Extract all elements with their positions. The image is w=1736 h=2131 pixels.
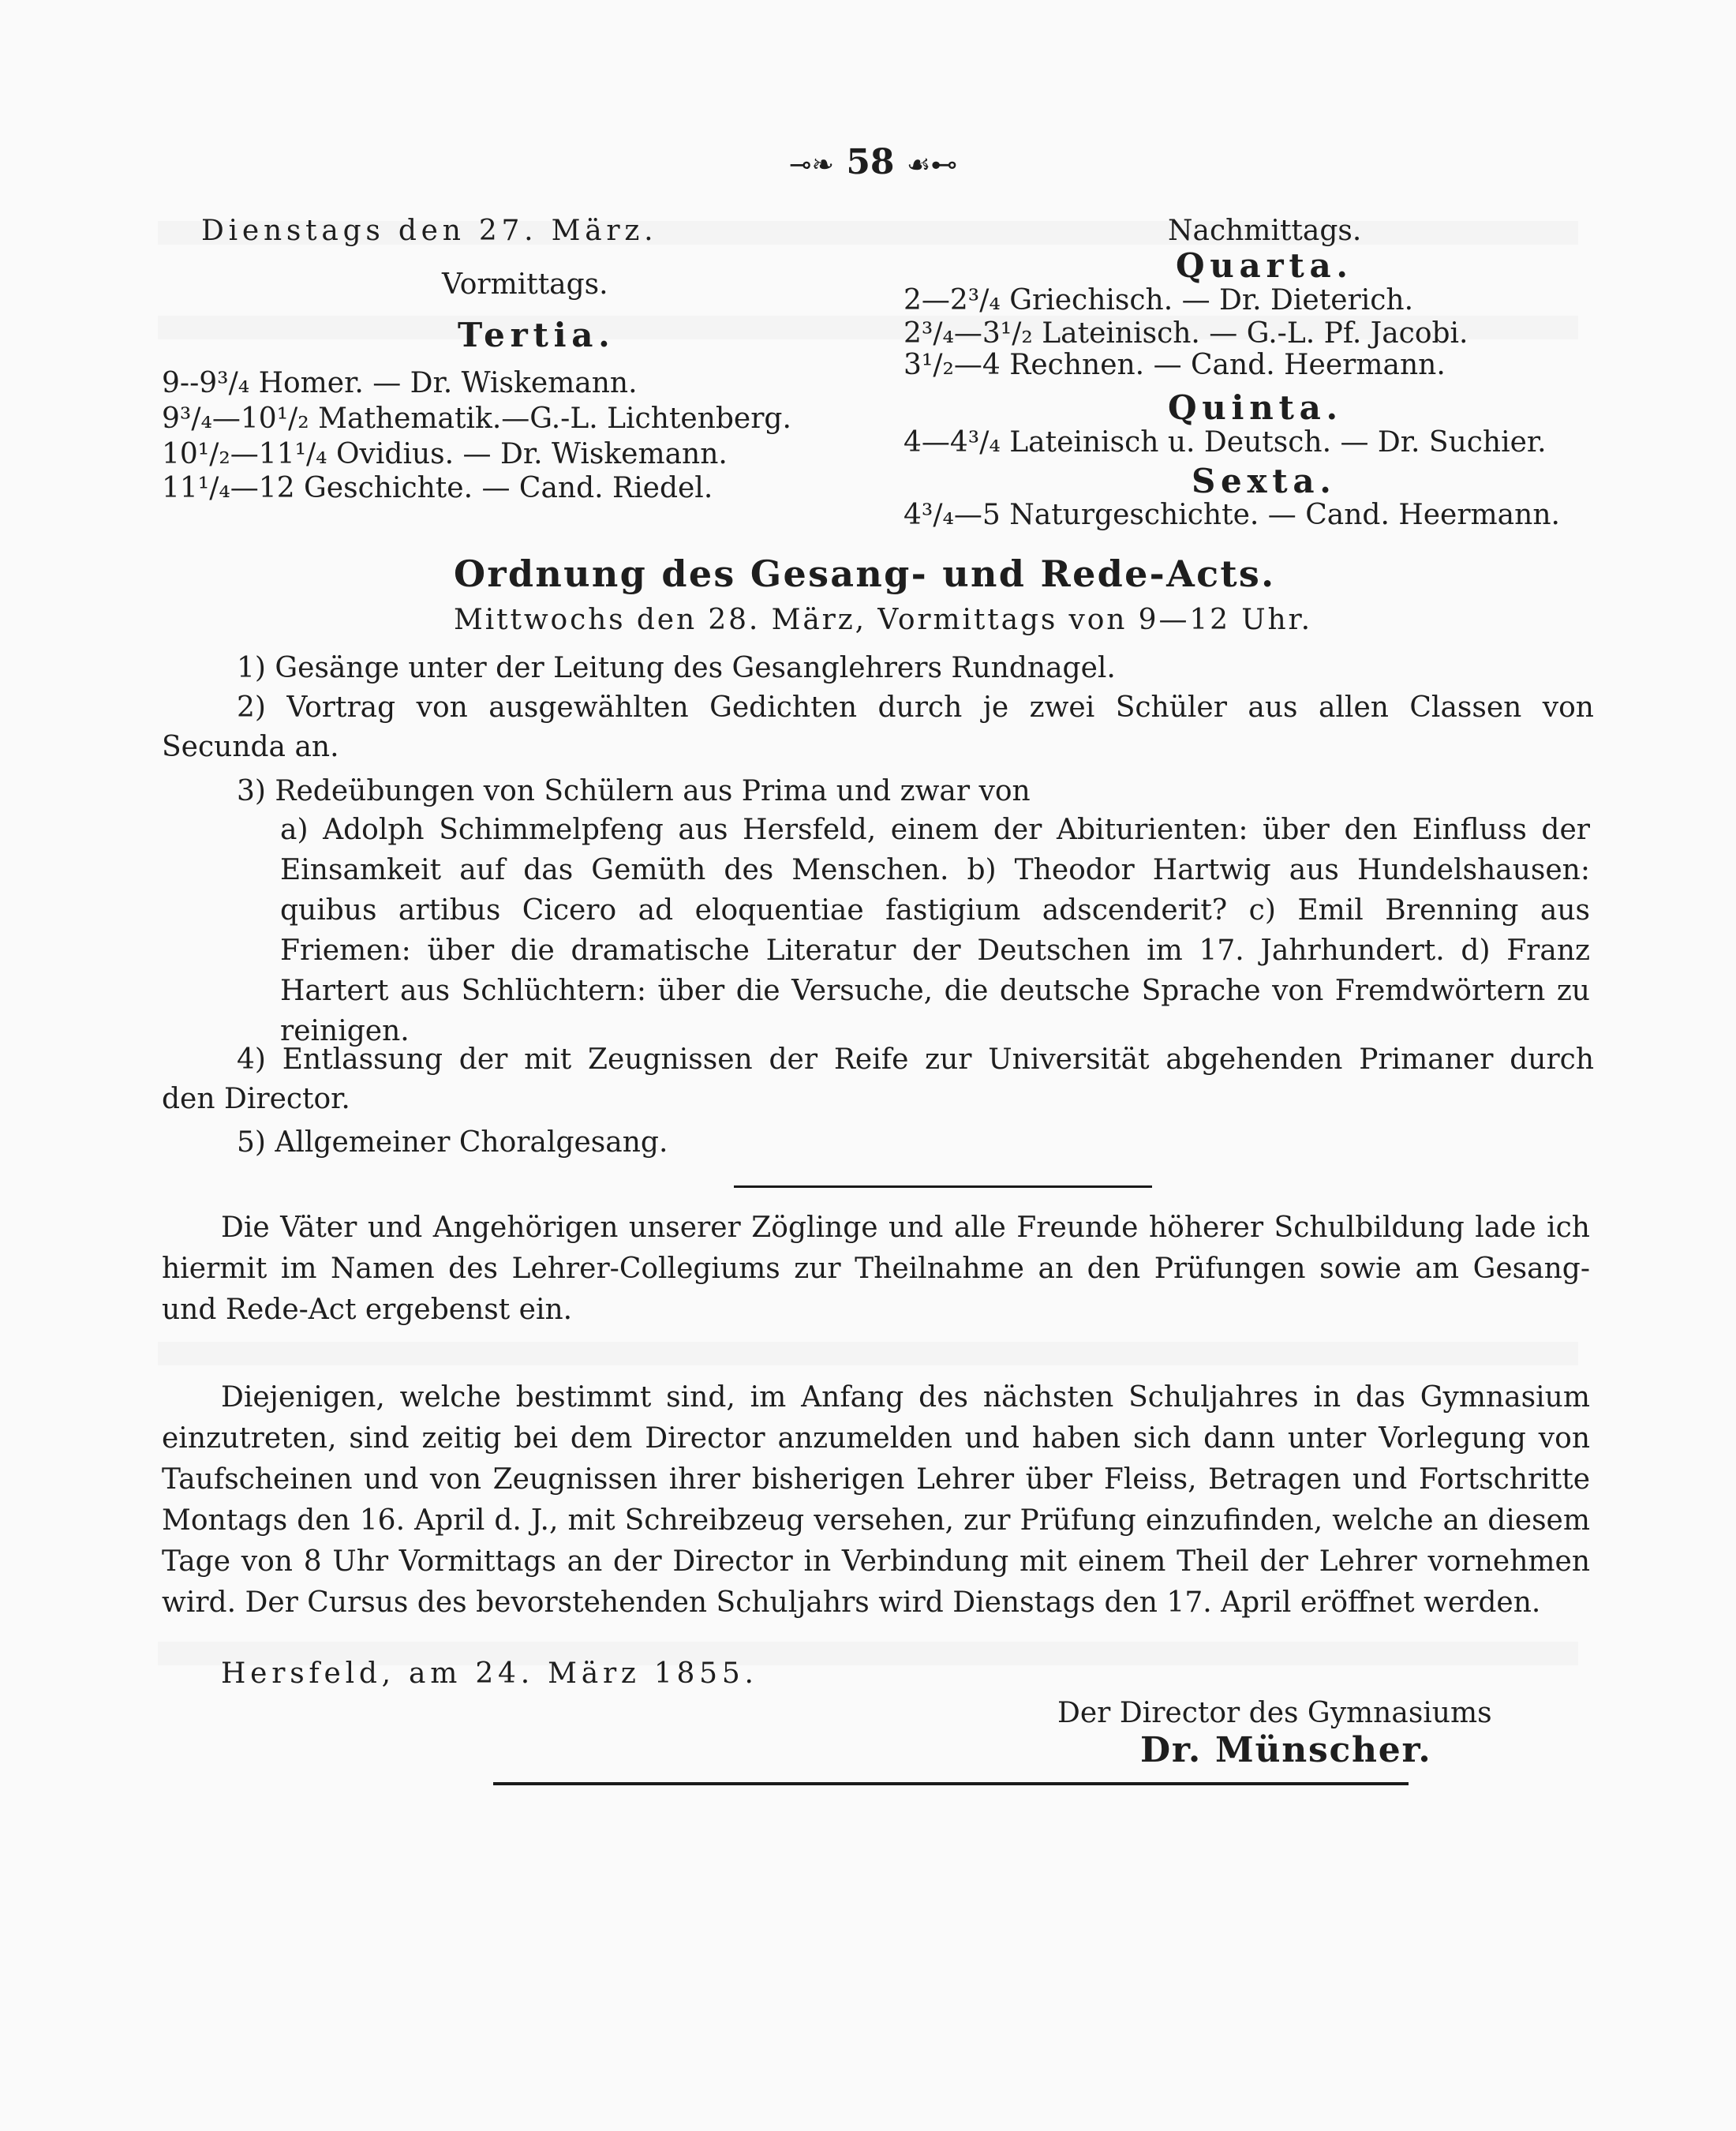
closing-rule	[493, 1782, 1409, 1785]
ceremony-item-1: 1) Gesänge unter der Leitung des Gesanglehrers Rundnagel.	[237, 652, 1116, 684]
tertia-row-3: 10¹/₂—11¹/₄ Ovidius. — Dr. Wiskemann.	[162, 438, 728, 470]
ceremony-item-3-speeches: a) Adolph Schimmelpfeng aus Hersfeld, einem der Abiturienten: über den Einfluss der Einsamkeit auf das Gemüth des Menschen. b) Theodor Hartwig aus Hundelshausen: quibus artibus Cicero ad eloquentiae fastigium adscenderit? c) Emil Brenning aus Friemen: über die dramatische Literatur der Deutschen im 17. Jahrhundert. d) Franz Hartert aus Schlüchtern: über die Versuche, die deutsche Sprache von Fremdwörtern zu reinigen.	[280, 814, 1590, 1047]
ceremony-title: Ordnung des Gesang- und Rede-Acts.	[454, 552, 1276, 595]
admission-text: Diejenigen, welche bestimmt sind, im Anfang des nächsten Schuljahres in das Gymnasium einzutreten, sind zeitig bei dem Director anzumelden und haben sich dann unter Vorlegung von Taufscheinen und von Zeugnissen ihrer bisherigen Lehrer über Fleiss, Betragen und Fortschritte Montags den 16. April d. J., mit Schreibzeug versehen, zur Prüfung einzufinden, welche an diesem Tage von 8 Uhr Vormittags an der Director in Verbindung mit einem Theil der Lehrer vornehmen wird. Der Cursus des bevorstehenden Schuljahrs wird Dienstags den 17. April eröffnet werden.	[162, 1381, 1590, 1619]
tuesday-date: Dienstags den 27. März.	[201, 215, 658, 247]
quarta-row-3: 3¹/₂—4 Rechnen. — Cand. Heermann.	[904, 349, 1446, 381]
ceremony-item-5: 5) Allgemeiner Choralgesang.	[237, 1126, 668, 1159]
quinta-heading: Quinta.	[1168, 388, 1343, 427]
quarta-heading: Quarta.	[1176, 246, 1353, 285]
page-number-value: 58	[846, 142, 895, 182]
ceremony-item-4-line-1: 4) Entlassung der mit Zeugnissen der Reife zur Universität abgehenden Primaner durch	[237, 1043, 1594, 1076]
ceremony-date: Mittwochs den 28. März, Vormittags von 9—12 Uhr.	[454, 604, 1312, 636]
afternoon-label: Nachmittags.	[1168, 215, 1362, 247]
divider-line	[734, 1185, 1152, 1188]
place-date: Hersfeld, am 24. März 1855.	[221, 1657, 758, 1690]
ceremony-item-4-line-2: den Director.	[162, 1083, 350, 1115]
invitation-paragraph	[162, 1208, 1590, 1331]
tertia-heading: Tertia.	[458, 316, 615, 354]
tertia-row-2: 9³/₄—10¹/₂ Mathematik.—G.-L. Lichtenberg.	[162, 403, 791, 435]
signature-role: Der Director des Gymnasiums	[1057, 1697, 1492, 1729]
tertia-row-1: 9--9³/₄ Homer. — Dr. Wiskemann.	[162, 367, 638, 399]
ceremony-item-2-line-2: Secunda an.	[162, 731, 339, 763]
ornament-left-icon: ⊸❧	[789, 149, 834, 181]
sexta-heading: Sexta.	[1192, 462, 1337, 500]
morning-label: Vormittags.	[442, 268, 608, 301]
quarta-row-2: 2³/₄—3¹/₂ Lateinisch. — G.-L. Pf. Jacobi.	[904, 317, 1468, 350]
sexta-row-1: 4³/₄—5 Naturgeschichte. — Cand. Heermann.	[904, 499, 1560, 531]
quarta-row-1: 2—2³/₄ Griechisch. — Dr. Dieterich.	[904, 284, 1414, 316]
quinta-row-1: 4—4³/₄ Lateinisch u. Deutsch. — Dr. Suchier.	[904, 426, 1547, 459]
ceremony-item-3: 3) Redeübungen von Schülern aus Prima und zwar von	[237, 775, 1031, 807]
invitation-text: Die Väter und Angehörigen unserer Zöglinge und alle Freunde höherer Schulbildung lade ich hiermit im Namen des Lehrer-Collegiums zur Theilnahme an den Prüfungen sowie am Gesang- und Rede-Act ergebenst ein.	[162, 1212, 1590, 1326]
tertia-row-4: 11¹/₄—12 Geschichte. — Cand. Riedel.	[162, 472, 713, 504]
ceremony-item-2-line-1: 2) Vortrag von ausgewählten Gedichten durch je zwei Schüler aus allen Classen von	[237, 691, 1594, 724]
admission-paragraph	[162, 1377, 1590, 1624]
ornament-right-icon: ☙⊷	[906, 149, 958, 181]
page-number	[789, 142, 957, 182]
signature-name: Dr. Münscher.	[1140, 1730, 1432, 1770]
